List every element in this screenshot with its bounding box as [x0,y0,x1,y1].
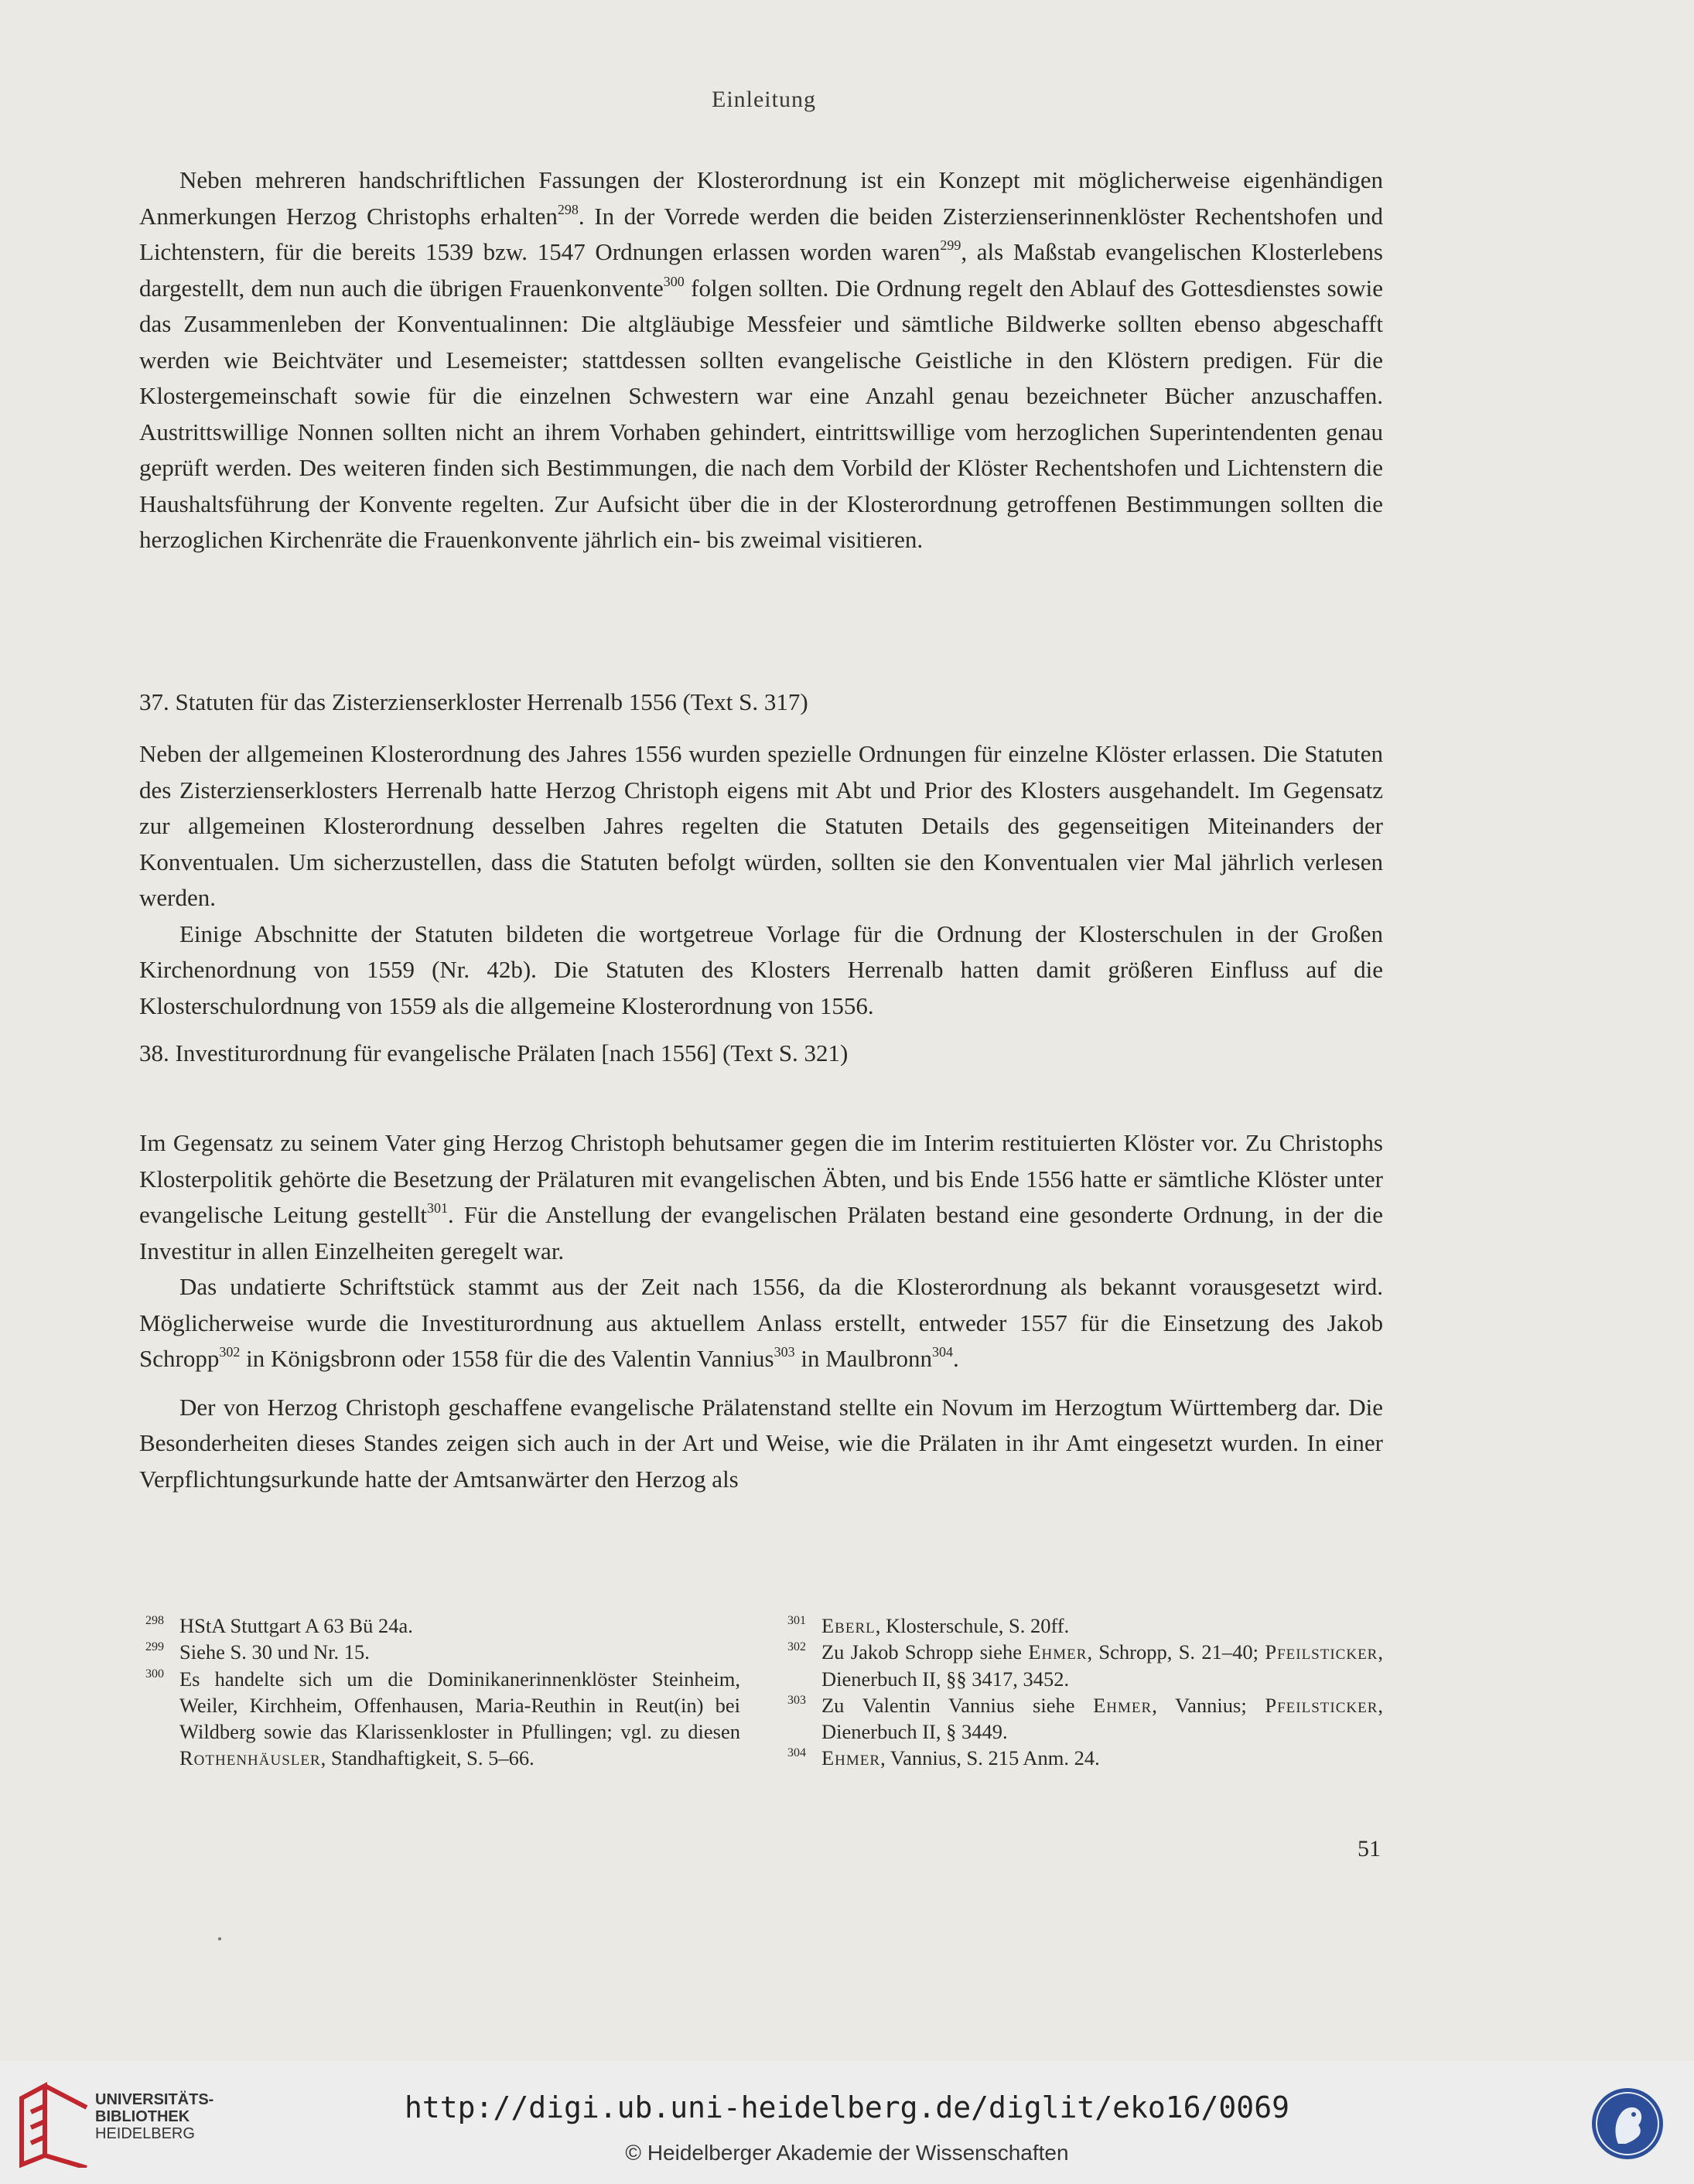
digitization-footer [0,2061,1694,2184]
footnote-ref[interactable]: 300 [663,273,685,289]
paragraph: Einige Abschnitte der Statuten bildeten die wortgetreue Vorlage für die Ordnung der Klosterschulen in der Großen Kirchenordnung von 1559 (Nr. 42b). Die Statuten des Klosters Herrenalb hatten damit größeren Einfluss auf die Klosterschulordnung von 1559 als die allgemeine Klosterordnung von 1556. [139,920,1383,1019]
running-head: Einleitung [712,87,816,112]
footnotes-left-column [139,1612,740,1772]
page-number: 51 [1358,1836,1381,1862]
section-heading-38: 38. Investiturordnung für evangelische Prälaten [nach 1556] (Text S. 321) [139,1039,849,1066]
footnote: 299 Siehe S. 30 und Nr. 15. [139,1639,740,1665]
paragraph: Neben der allgemeinen Klosterordnung des Jahres 1556 wurden spezielle Ordnungen für einzelne Klöster erlassen. Die Statuten des Zisterzienserklosters Herrenalb hatte Herzog Christoph eigens mit Abt und Prior des Klosters ausgehandelt. Im Gegensatz zur allgemeinen Klosterordnung desselben Jahres regelten die Statuten Details des gegenseitigen Miteinanders der Konventualen. Um sicherzustellen, dass die Statuten befolgt würden, sollten sie den Konventualen vier Mal jährlich verlesen werden. [139,740,1383,911]
footnote-number: 302 [787,1640,806,1654]
scan-speck [218,1937,221,1940]
footnote-ref[interactable]: 302 [219,1344,241,1360]
library-name: UNIVERSITÄTS- BIBLIOTHEK HEIDELBERG [95,2091,214,2142]
footnote-ref[interactable]: 303 [774,1344,795,1360]
paragraph: Das undatierte Schriftstück stammt aus der Zeit nach 1556, da die Klosterordnung als bekannt vorausgesetzt wird. Möglicherweise wurde die Investiturordnung aus aktuellem Anlass erstellt, entweder 1557 für die Einsetzung des Jakob Schropp$^{302}$ in Königsbronn oder 1558 für die des Valentin Vannius$^{303}$ in Maulbronn$^{304}$. [139,1273,1383,1372]
section-heading-37: 37. Statuten für das Zisterzienserkloster Herrenalb 1556 (Text S. 317) [139,688,808,715]
section-38-text [139,1125,1383,1497]
footnote: 304 Ehmer, Vannius, S. 215 Anm. 24. [781,1745,1383,1771]
footnotes-right-column [781,1612,1383,1772]
copyright-notice: © Heidelberger Akademie der Wissenschaften [625,2141,1069,2165]
footnote-number: 298 [145,1614,164,1627]
footnote: 302 Zu Jakob Schropp siehe Ehmer, Schropp, S. 21–40; Pfeilsticker, Dienerbuch II, §§ 3417, 3452. [781,1639,1383,1692]
paragraph: Neben mehreren handschriftlichen Fassungen der Klosterordnung ist ein Konzept mit möglicherweise eigenhändigen Anmerkungen Herzog Christophs erhalten$^{298}$. In der Vorrede werden die beiden Zisterzienserinnenklöster Rechentshofen und Lichtenstern, für die bereits 1539 bzw. 1547 Ordnungen erlassen worden waren$^{299}$, als Maßstab evangelischen Klosterlebens dargestellt, dem nun auch die übrigen Frauenkonvente$^{300}$ folgen sollten. Die Ordnung regelt den Ablauf des Gottesdienstes sowie das Zusammenleben der Konventualinnen: Die altgläubige Messfeier und sämtliche Bildwerke sollten ebenso abgeschafft werden wie Beichtväter und Lesemeister; stattdessen sollten evangelische Geistliche in den Klöstern predigen. Für die Klostergemeinschaft sowie für die einzelnen Schwestern war eine Anzahl genau bezeichneter Bücher anzuschaffen. Austrittswillige Nonnen sollten nicht an ihrem Vorhaben gehindert, eintrittswillige vom herzoglichen Superintendenten genau geprüft werden. Des weiteren finden sich Bestimmungen, die nach dem Vorbild der Klöster Rechentshofen und Lichtenstern die Haushaltsführung der Konvente regelten. Zur Aufsicht über die in der Klosterordnung getroffenen Bestimmungen sollten die herzoglichen Kirchenräte die Frauenkonvente jährlich ein- bis zweimal visitieren. [139,166,1383,553]
paragraph: Im Gegensatz zu seinem Vater ging Herzog Christoph behutsamer gegen die im Interim restituierten Klöster vor. Zu Christophs Klosterpolitik gehörte die Besetzung der Prälaturen mit evangelischen Äbten, und bis Ende 1556 hatte er sämtliche Klöster unter evangelische Leitung gestellt$^{301}$. Für die Anstellung der evangelischen Prälaten bestand eine gesonderte Ordnung, in der die Investitur in allen Einzelheiten geregelt war. [139,1129,1383,1264]
footnote-number: 300 [145,1667,164,1681]
academy-seal-icon [1590,2087,1665,2161]
footnote-ref[interactable]: 304 [931,1344,953,1360]
footnote: 300 Es handelte sich um die Dominikanerinnenklöster Steinheim, Weiler, Kirchheim, Offenhausen, Maria-Reuthin in Reut(in) bei Wildberg sowie das Klarissenkloster in Pfullingen; vgl. zu diesen Rothenhäusler, Standhaftigkeit, S. 5–66. [139,1666,740,1772]
footnote-number: 304 [787,1746,806,1760]
permalink-url[interactable]: http://digi.ub.uni-heidelberg.de/diglit/eko16/0069 [405,2090,1289,2124]
footnote-ref[interactable]: 299 [940,237,961,253]
footnote-ref[interactable]: 298 [557,201,579,217]
footnote-number: 299 [145,1640,164,1654]
section-37-text [139,736,1383,1024]
section-intro-text [139,162,1383,558]
paragraph: Der von Herzog Christoph geschaffene evangelische Prälatenstand stellte ein Novum im Herzogtum Württemberg dar. Die Besonderheiten dieses Standes zeigen sich auch in der Art und Weise, wie die Prälaten in ihr Amt eingesetzt wurden. In einer Verpflichtungsurkunde hatte der Amtsanwärter den Herzog als [139,1393,1383,1493]
footnote: 298 HStA Stuttgart A 63 Bü 24a. [139,1612,740,1639]
footnote: 301 Eberl, Klosterschule, S. 20ff. [781,1612,1383,1639]
footnote-number: 301 [787,1614,806,1627]
footnote-number: 303 [787,1693,806,1707]
footnote-ref[interactable]: 301 [427,1200,449,1216]
footnote: 303 Zu Valentin Vannius siehe Ehmer, Vannius; Pfeilsticker, Dienerbuch II, § 3449. [781,1692,1383,1745]
